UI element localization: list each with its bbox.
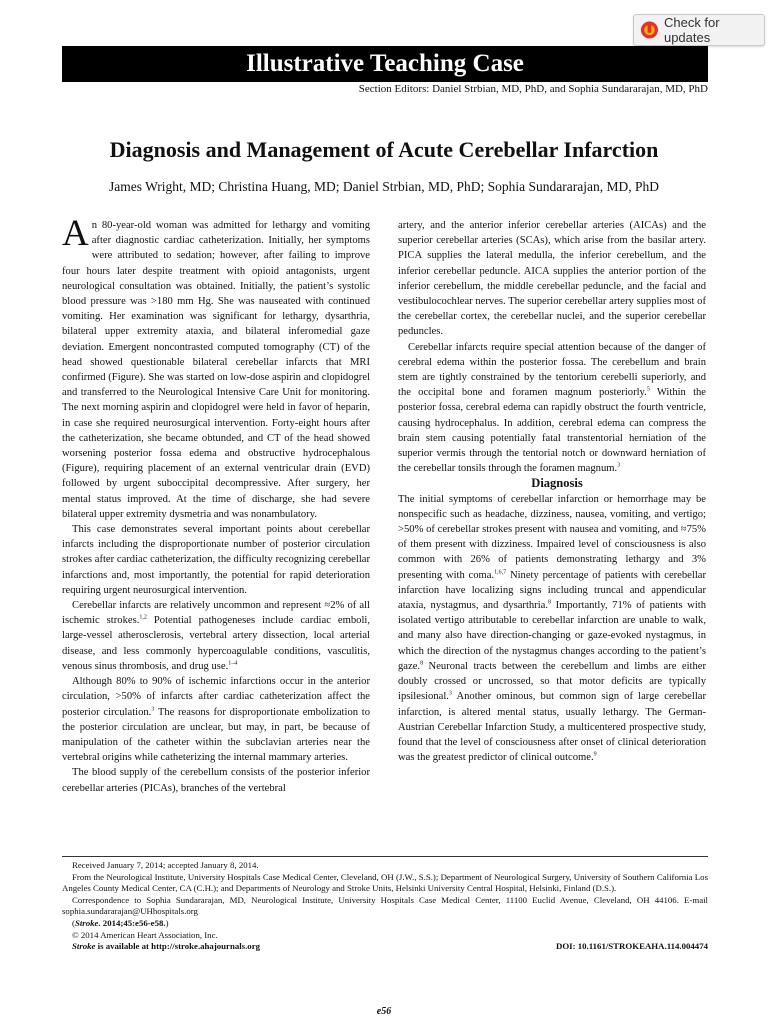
doi: DOI: 10.1161/STROKEAHA.114.004474: [555, 941, 708, 952]
paragraph: Cerebellar infarcts require special attention because of the danger of cerebral edema within the posterior fossa. The cerebellum and brain stem are tightly constrained by the tentorium cerebelli superiorly, and the occipital bone and foramen magnum posteriorly.$^5$ Within the posterior fossa, cerebral edema can rapidly obstruct the fourth ventricle, causing hydrocephalus. In addition, cerebral edema can compress the brain stem causing potentially fatal transtentorial herniation of the superior vermis through the tentorial notch or downward herniation of the cerebellar tonsils through the foramen magnum.$^3$: [398, 341, 707, 475]
reference: 3: [151, 705, 155, 712]
reference: 8: [548, 599, 552, 606]
reference: 1,6,7: [494, 569, 507, 576]
paragraph: artery, and the anterior inferior cerebellar arteries (AICAs) and the superior cerebellar arteries (SCAs), which arise from the basilar artery. PICA supplies the lateral medulla, the inferior cerebellum, and the inferior cerebellar peduncle. AICA supplies the anterior portion of the inferior cerebellum, the middle cerebellar peduncle, and the facial and vestibulocochlear nerves. The superior cerebellar artery supplies most of the cerebellar cortex, the cerebellar nuclei, and the superior cerebellar peduncles.: [398, 220, 706, 338]
check-for-updates-button[interactable]: [633, 14, 765, 46]
reference: 1,2: [139, 614, 147, 621]
reference: 3: [617, 462, 621, 469]
footnotes: [62, 860, 708, 953]
availability-note: Stroke is available at http://stroke.ahajournals.org DOI: 10.1161/STROKEAHA.114.004474: [72, 941, 708, 952]
section-banner: Illustrative Teaching Case: [62, 46, 708, 82]
paragraph: Cerebellar infarcts are relatively uncommon and represent ≈2% of all ischemic strokes.$^{1,2}$ Potential pathogeneses include cardiac emboli, large-vessel atherosclerosis, vertebral artery dissection, local arterial disease, and less commonly hypercoagulable conditions, vasculitis, venous sinus thrombosis, and drug use.$^{1-4}$: [62, 600, 371, 672]
paragraph: This case demonstrates several important points about cerebellar infarcts including the disproportionate number of posterior circulation strokes after cardiac catheterization, the difficulty recognizing cerebellar infarctions and, most importantly, the potential for rapid deterioration requiring urgent neurosurgical intervention.: [62, 524, 370, 596]
received-note: Received January 7, 2014; accepted January 8, 2014.: [72, 860, 259, 870]
affiliations-note: From the Neurological Institute, University Hospitals Case Medical Center, Cleveland, OH (J.W., S.S.); Department of Neurological Surgery, University of Southern California Los Angeles County Medical Center, CA (C.H.); and Departments of Neurology and Stroke Units, Helsinki University Central Hospital, Helsinki, Finland (D.S.).: [62, 871, 708, 894]
section-editors: Section Editors: Daniel Strbian, MD, PhD, and Sophia Sundararajan, MD, PhD: [358, 83, 708, 95]
citation-note: (Stroke. 2014;45:e56-e58.): [72, 917, 169, 928]
page-number: e56: [376, 1006, 392, 1017]
paragraph: An 80-year-old woman was admitted for lethargy and vomiting after diagnostic cardiac catheterization. Initially, her symptoms were attributed to sedation; however, after failing to improve four hours later despite treatment with opioid antagonists, urgent neurological consultation was obtained. Initially, the patient’s systolic blood pressure was >180 mm Hg. She was nauseated with continued vomiting. Her examination was significant for lethargy, dysarthria, bilateral upper extremity ataxia, and bilateral inferomedial gaze deviation. Emergent noncontrasted computed tomography (CT) of the head showed questionable bilateral cerebellar infarcts that MRI confirmed (Figure). She was started on low-dose aspirin and clopidogrel and transferred to the Neurological Intensive Care Unit for monitoring. The next morning aspirin and clopidogrel were held in favor of heparin, in case she required neurosurgical intervention. Forty-eight hours after the catheterization, she became obtunded, and CT of the head showed worsening posterior fossa edema and obstructive hydrocephalous (Figure), requiring placement of an external ventricular drain (EVD) followed by urgent suboccipital decompressive. After surgery, her mental status improved. At the time of discharge, she had severe bilateral upper extremity dysmetria and was nonambulatory.: [62, 213, 370, 520]
reference: 8: [420, 660, 424, 667]
footnote-divider: [62, 856, 708, 857]
paragraph: The blood supply of the cerebellum consists of the posterior inferior cerebellar arteries (PICAs), branches of the vertebral: [62, 767, 370, 794]
paragraph: The initial symptoms of cerebellar infarction or hemorrhage may be nonspecific such as headache, dizziness, nausea, vomiting, and vertigo; >50% of cerebellar strokes present with nausea and vomiting, and ≈75% of them present with dizziness. Impaired level of consciousness is also common with 26% of patients demonstrating lethargy and 3% presenting with coma.$^{1,6,7}$ Ninety percentage of patients with cerebellar infarction have localizing signs including truncal and appendicular ataxia, nystagmus, and dysarthria.$^8$ Importantly, 71% of patients with isolated vertigo attributable to cerebellar infarction are unable to walk, and many also have direction-changing or gaze-evoked nystagmus, in which the direction of the nystagmus changes according to the patient’s gaze.$^8$ Neuronal tracts between the cerebellum and limbs are either doubly crossed or uncrossed, so that motor deficits are typically ipsilesional.$^3$ Another ominous, but common sign of large cerebellar infarction, is altered mental status, usually lethargy. The German-Austrian Cerebellar Infarction Study, a multicentered prospective study, found that the level of consciousness after onset of clinical deterioration was the greatest predictor of clinical outcome.$^9$: [398, 493, 707, 764]
drop-cap: A: [62, 213, 89, 254]
reference: 9: [593, 751, 597, 758]
reference: 1–4: [228, 660, 238, 667]
correspondence-note: Correspondence to Sophia Sundararajan, MD, Neurological Institute, University Hospitals Case Medical Center, 11100 Euclid Avenue, Cleveland, OH 44106. E-mail sophia.sundararajan@UHhospitals.org: [62, 894, 708, 917]
check-for-updates-label: Check for updates: [663, 15, 720, 45]
section-heading: Diagnosis: [531, 476, 583, 491]
copyright-note: © 2014 American Heart Association, Inc.: [72, 929, 218, 940]
left-column: [62, 213, 371, 796]
article-authors: James Wright, MD; Christina Huang, MD; Daniel Strbian, MD, PhD; Sophia Sundararajan, MD, PhD: [108, 179, 660, 194]
paragraph: Although 80% to 90% of ischemic infarctions occur in the anterior circulation, >50% of infarcts after cardiac catheterization affect the posterior circulation.$^3$ The reasons for disproportionate embolization to the posterior circulation are unclear, but may, in part, be because of manipulation of the catheter within the subclavian arteries near the vertebral origins while catheterizing the internal mammary arteries.: [62, 676, 370, 764]
reference: 3: [448, 690, 452, 697]
crossmark-icon: [640, 20, 659, 40]
article-title: Diagnosis and Management of Acute Cerebellar Infarction: [109, 137, 659, 162]
right-column: [398, 218, 706, 765]
reference: 5: [646, 386, 650, 393]
